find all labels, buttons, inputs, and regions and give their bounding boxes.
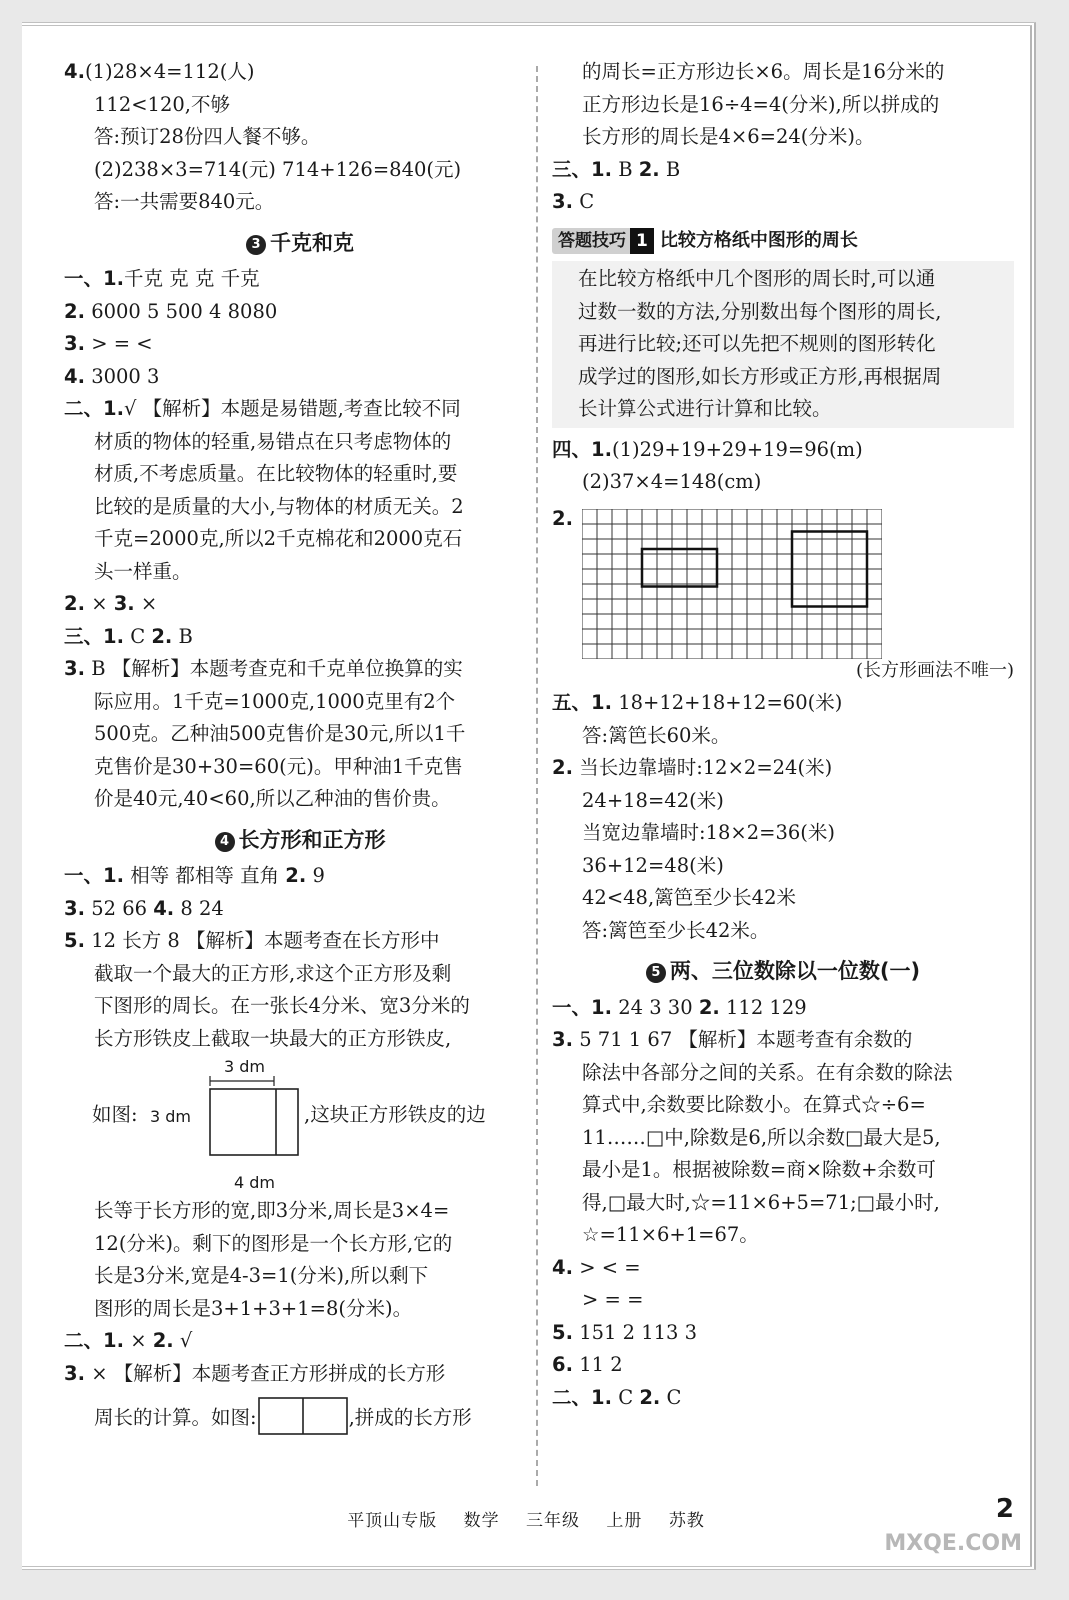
s5-q1-3-analysis: 除法中各部分之间的关系。在有余数的除法	[582, 1060, 953, 1084]
section-4-heading: 4 长方形和正方形	[64, 824, 536, 857]
s4-q1-5-analysis: 长等于长方形的宽,即3分米,周长是3×4=	[94, 1199, 450, 1222]
s3-q3-3: 3. B 【解析】本题考查克和千克单位换算的实	[64, 657, 463, 680]
grid-note: (长方形画法不唯一)	[855, 659, 1014, 681]
s4-q2-3: 3. × 【解析】本题考查正方形拼成的长方形	[64, 1361, 446, 1385]
s4-q5-2-line: 答:篱笆至少长42米。	[582, 918, 770, 942]
s3-q1-2: 2. 6000 5 500 4 8080	[64, 299, 278, 323]
tip-text: 长计算公式进行计算和比较。	[578, 397, 832, 420]
s3-q3-3-analysis: 500克。乙种油500克售价是30元,所以1千	[94, 722, 466, 745]
q4-line3: 答:预订28份四人餐不够。	[94, 125, 321, 148]
answer-page	[22, 22, 1036, 1570]
page-number: 2	[995, 1494, 1014, 1524]
tip-text: 再进行比较;还可以先把不规则的图形转化	[578, 332, 936, 355]
s3-q2-1-analysis: 比较的是质量的大小,与物体的材质无关。2	[94, 494, 464, 518]
s4-q1-5: 5. 12 长方 8 【解析】本题考查在长方形中	[64, 929, 440, 952]
right-column	[552, 56, 1014, 1414]
figure-top-label: 3 dm	[224, 1057, 266, 1076]
tip-text: 在比较方格纸中几个图形的周长时,可以通	[578, 267, 936, 290]
grid-question: 2.	[552, 503, 1014, 653]
footer-edition: 平顶山专版	[347, 1511, 438, 1531]
s3-q2-1: 二、1.√ 【解析】本题是易错题,考查比较不同	[64, 397, 461, 420]
s4-q2-1: 二、1. × 2. √	[64, 1329, 193, 1352]
s4-q1-1: 一、1. 相等 都相等 直角 2. 9	[64, 864, 325, 887]
s5-q1-3-analysis: 最小是1。根据被除数=商×除数+余数可	[582, 1158, 936, 1181]
s4-q3-1: 三、1. B 2. B	[552, 157, 681, 181]
s4-q1-3: 3. 52 66 4. 8 24	[64, 896, 224, 920]
tip-text: 过数一数的方法,分别数出每个图形的周长,	[578, 299, 942, 323]
s4-q5-2-line: 42<48,篱笆至少长42米	[582, 886, 796, 909]
s4-q1-5-analysis: 图形的周长是3+1+3+1=8(分米)。	[94, 1296, 413, 1320]
s5-q1-3-analysis: 算式中,余数要比除数小。在算式☆÷6=	[582, 1093, 926, 1116]
s5-q1-4: 4. > < =	[552, 1255, 641, 1279]
q4-line5: 答:一共需要840元。	[94, 190, 275, 213]
rectangle-figure	[64, 1055, 536, 1192]
s4-q1-5-analysis: 长方形铁皮上截取一块最大的正方形铁皮,	[94, 1026, 452, 1050]
s4-q1-5-analysis: 12(分米)。剩下的图形是一个长方形,它的	[94, 1231, 453, 1255]
column-divider	[536, 66, 538, 1486]
s4-q1-5-analysis: 下图形的周长。在一张长4分米、宽3分米的	[94, 994, 470, 1017]
tip-badge: 答题技巧 1	[552, 228, 654, 254]
s3-q3-3-analysis: 际应用。1千克=1000克,1000克里有2个	[94, 689, 456, 713]
s4-q5-2: 2. 当长边靠墙时:12×2=24(米)	[552, 756, 833, 779]
s4-q5-2-line: 当宽边靠墙时:18×2=36(米)	[582, 821, 835, 844]
s3-q3-3-analysis: 价是40元,40<60,所以乙种油的售价贵。	[94, 787, 451, 810]
tip-body	[552, 261, 1014, 428]
s4-q3-3: 3. C	[552, 190, 595, 213]
tip-text: 成学过的图形,如长方形或正方形,再根据周	[578, 364, 942, 388]
s3-q1-1: 一、1.千克 克 克 千克	[64, 267, 260, 290]
page-footer	[22, 1506, 1030, 1531]
tip-header	[552, 225, 1014, 258]
s3-q2-1-analysis: 头一样重。	[94, 559, 192, 583]
s5-q1-5: 5. 151 2 113 3	[552, 1320, 698, 1344]
two-squares-diagram	[257, 1396, 349, 1436]
s4-q5-2-line: 36+12=48(米)	[582, 853, 724, 877]
s5-q1-3-analysis: 得,□最大时,☆=11×6+5=71;□最小时,	[582, 1190, 940, 1214]
s3-q2-2: 2. × 3. ×	[64, 592, 158, 615]
figure-suffix: ,这块正方形铁皮的边	[304, 1103, 486, 1126]
square-grid	[582, 509, 882, 659]
s3-q3-1: 三、1. C 2. B	[64, 624, 193, 648]
s3-q1-4: 4. 3000 3	[64, 364, 160, 388]
footer-publisher: 苏教	[668, 1511, 705, 1531]
q4-line4: (2)238×3=714(元) 714+126=840(元)	[94, 157, 462, 181]
s3-q3-3-analysis: 克售价是30+30=60(元)。甲种油1千克售	[94, 754, 463, 778]
s4-q2-3-cont: 的周长=正方形边长×6。周长是16分米的	[582, 60, 945, 83]
s4-q1-5-analysis: 长是3分米,宽是4-3=1(分米),所以剩下	[94, 1264, 429, 1287]
tip-title: 比较方格纸中图形的周长	[659, 229, 858, 251]
s4-q5-2-line: 24+18=42(米)	[582, 788, 724, 812]
s4-q5-1: 五、1. 18+12+18+12=60(米)	[552, 691, 843, 714]
s5-q1-1: 一、1. 24 3 30 2. 112 129	[552, 995, 807, 1019]
s3-q2-1-analysis: 材质,不考虑质量。在比较物体的轻重时,要	[94, 462, 458, 485]
s4-q4-1b: (2)37×4=148(cm)	[582, 470, 762, 493]
footer-volume: 上册	[606, 1511, 643, 1531]
s3-q2-1-analysis: 千克=2000克,所以2千克棉花和2000克石	[94, 527, 463, 550]
q4-line1: 4.(1)28×4=112(人)	[64, 60, 255, 83]
s3-q2-1-analysis: 材质的物体的轻重,易错点在只考虑物体的	[94, 429, 452, 453]
s4-q1-5-analysis: 截取一个最大的正方形,求这个正方形及剩	[94, 961, 452, 985]
figure-left-label: 3 dm	[150, 1107, 192, 1126]
s5-q1-3: 3. 5 71 1 67 【解析】本题考查有余数的	[552, 1028, 913, 1051]
s5-q1-3-analysis: ☆=11×6+1=67。	[582, 1223, 759, 1246]
q4-line2: 112<120,不够	[94, 92, 230, 116]
figure-prefix: 如图:	[92, 1103, 138, 1126]
left-column	[64, 56, 536, 1436]
s4-q4-1: 四、1.(1)29+19+29+19=96(m)	[552, 437, 863, 461]
s4-q2-3-analysis: 周长的计算。如图: ,拼成的长方形	[64, 1396, 536, 1436]
section-5-heading: 5 两、三位数除以一位数(一)	[552, 955, 1014, 988]
s5-q2-1: 二、1. C 2. C	[552, 1385, 682, 1409]
rectangle-diagram	[204, 1059, 314, 1159]
s4-q2-3-cont: 正方形边长是16÷4=4(分米),所以拼成的	[582, 92, 940, 116]
footer-grade: 三年级	[526, 1511, 580, 1531]
section-3-heading: 3 千克和克	[64, 227, 536, 260]
s3-q1-3: 3. > = <	[64, 332, 153, 355]
s5-q1-3-analysis: 11……□中,除数是6,所以余数□最大是5,	[582, 1125, 941, 1149]
footer-subject: 数学	[463, 1511, 500, 1531]
watermark-logo: MXQE.COM	[884, 1531, 1022, 1556]
figure-bottom-label: 4 dm	[234, 1173, 276, 1192]
s4-q2-3-cont: 长方形的周长是4×6=24(分米)。	[582, 125, 875, 148]
s4-q5-1-answer: 答:篱笆长60米。	[582, 723, 731, 747]
s5-q1-4b: > = =	[582, 1288, 644, 1311]
s5-q1-6: 6. 11 2	[552, 1353, 623, 1376]
